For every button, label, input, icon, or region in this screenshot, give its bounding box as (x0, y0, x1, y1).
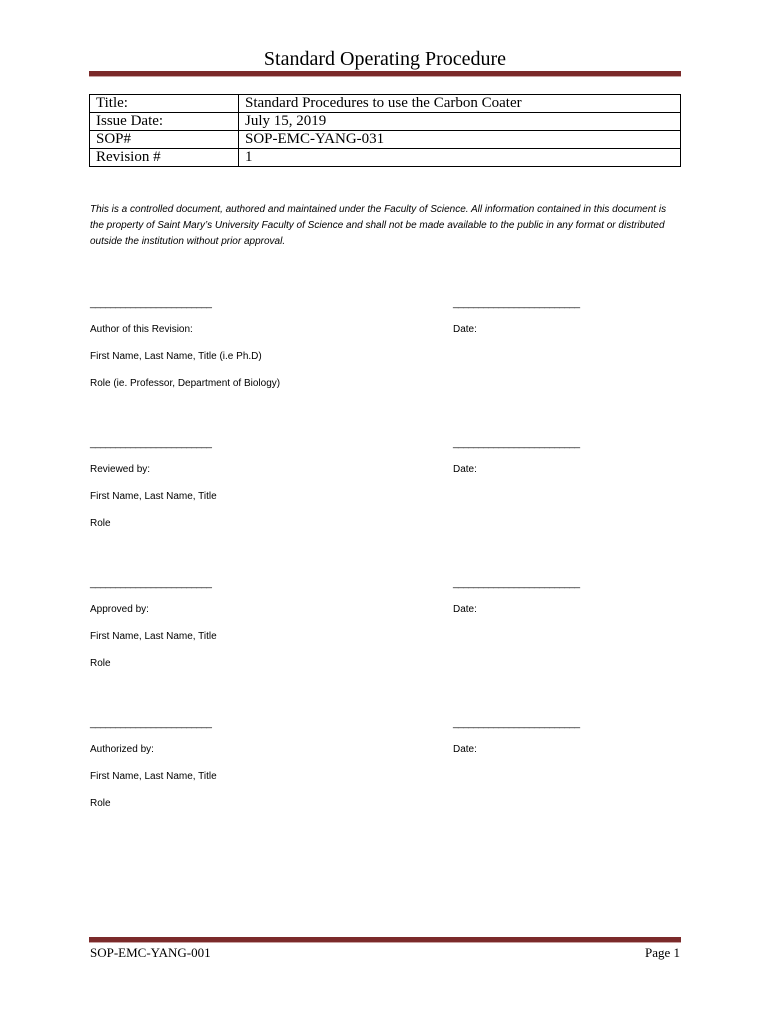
role-placeholder: Role (90, 658, 111, 669)
reviewed-by-label: Reviewed by: (90, 464, 151, 475)
signature-line: ________________________ (90, 578, 212, 589)
table-row (90, 131, 681, 149)
table-row (90, 149, 681, 167)
role-placeholder: Role (90, 798, 111, 809)
date-line: _________________________ (453, 438, 580, 449)
signature-line: ________________________ (90, 298, 212, 309)
date-label: Date: (453, 464, 477, 475)
table-row (90, 113, 681, 131)
approved-by-label: Approved by: (90, 604, 149, 615)
date-label: Date: (453, 744, 477, 755)
date-line: _________________________ (453, 578, 580, 589)
signature-line: ________________________ (90, 438, 212, 449)
role-placeholder: Role (90, 518, 111, 529)
date-label: Date: (453, 324, 477, 335)
name-placeholder: First Name, Last Name, Title (90, 631, 217, 642)
document-info-table (89, 94, 681, 167)
name-placeholder: First Name, Last Name, Title (90, 771, 217, 782)
signature-line: ________________________ (90, 718, 212, 729)
revision-label: Revision # (90, 149, 239, 167)
author-label: Author of this Revision: (90, 324, 193, 335)
title-value: Standard Procedures to use the Carbon Coater (239, 95, 681, 113)
name-placeholder: First Name, Last Name, Title (i.e Ph.D) (90, 351, 262, 362)
page-number: Page 1 (644, 945, 680, 960)
date-label: Date: (453, 604, 477, 615)
page-title: Standard Operating Procedure (263, 48, 507, 70)
issue-date-label: Issue Date: (90, 113, 239, 131)
sop-number-value: SOP-EMC-YANG-031 (239, 131, 681, 149)
role-placeholder: Role (ie. Professor, Department of Biology) (90, 378, 281, 389)
revision-value: 1 (239, 149, 681, 167)
date-line: _________________________ (453, 298, 580, 309)
footer-rule (89, 937, 681, 943)
date-line: _________________________ (453, 718, 580, 729)
controlled-document-notice: This is a controlled document, authored and maintained under the Faculty of Science. All information contained in this document is the property of Saint Mary’s University Faculty of Science and shall not be made available to the public in any format or distributed outside the institution without prior approval. (90, 204, 667, 247)
authorized-by-label: Authorized by: (90, 744, 154, 755)
table-row (90, 95, 681, 113)
issue-date-value: July 15, 2019 (239, 113, 681, 131)
footer-doc-id: SOP-EMC-YANG-001 (90, 945, 211, 960)
name-placeholder: First Name, Last Name, Title (90, 491, 217, 502)
header-rule (89, 71, 681, 77)
title-label: Title: (90, 95, 239, 113)
sop-number-label: SOP# (90, 131, 239, 149)
